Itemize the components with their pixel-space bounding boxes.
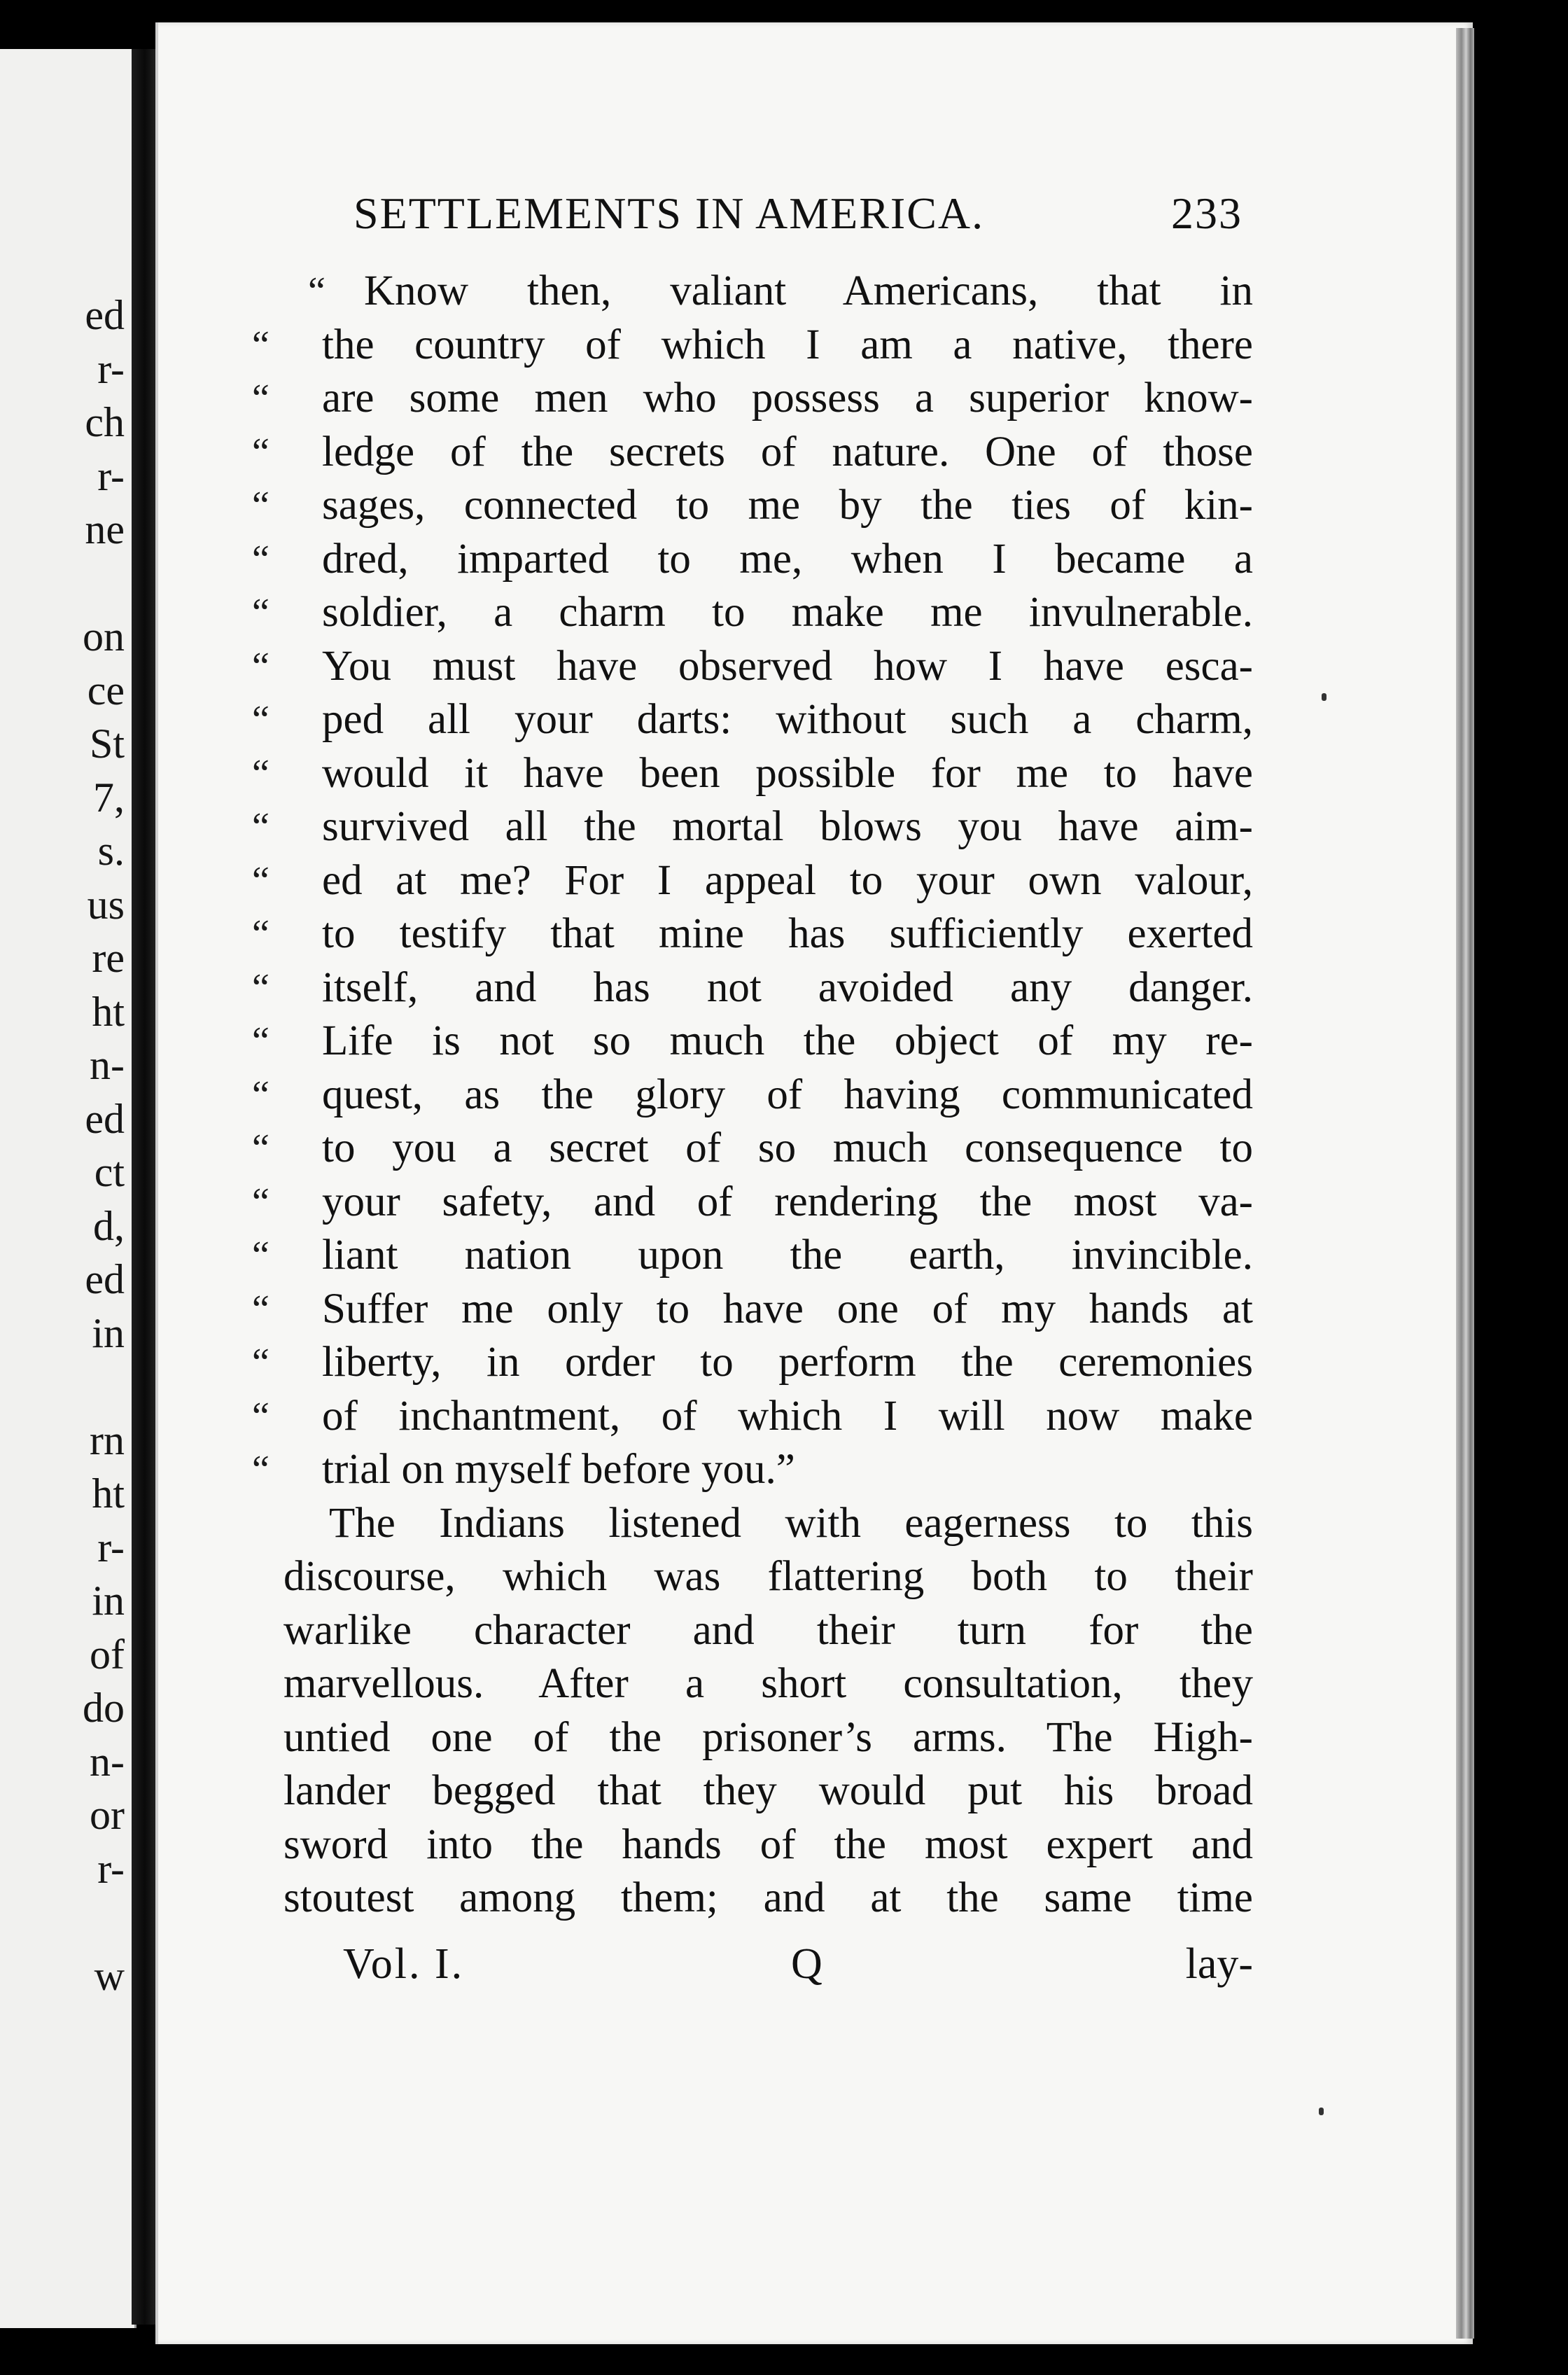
line-text: marvellous. After a short consultation, they	[284, 1660, 1253, 1707]
line-text: sages, connected to me by the ties of kin-	[322, 482, 1253, 529]
quote-mark: “	[252, 966, 270, 1010]
quote-mark: “	[252, 1394, 270, 1438]
line-text: liberty, in order to perform the ceremonies	[322, 1339, 1253, 1386]
text-line	[252, 1604, 1253, 1658]
line-text: Life is not so much the object of my re-	[322, 1017, 1253, 1064]
quote-mark: “	[252, 377, 270, 420]
facing-page-line: ct	[94, 1149, 125, 1195]
facing-page-line: r-	[97, 1845, 125, 1892]
facing-page-line: ed	[85, 292, 125, 338]
line-text: ped all your darts: without such a charm,	[322, 696, 1253, 743]
line-text: of inchantment, of which I will now make	[322, 1392, 1253, 1440]
line-text: Know then, valiant Americans, that in	[364, 267, 1253, 314]
line-text: The Indians listened with eagerness to this	[329, 1499, 1253, 1547]
line-text: your safety, and of rendering the most va-	[322, 1178, 1253, 1225]
line-text: warlike character and their turn for the	[284, 1606, 1253, 1654]
quote-mark: “	[252, 1234, 270, 1277]
quote-mark: “	[252, 484, 270, 527]
quote-mark: “	[252, 912, 270, 956]
line-text: Suffer me only to have one of my hands at	[322, 1285, 1253, 1332]
quote-mark: “	[252, 805, 270, 849]
facing-page-line: or	[90, 1792, 125, 1838]
running-head	[354, 188, 1242, 239]
facing-page-line: St	[89, 720, 125, 767]
line-text: soldier, a charm to make me invulnerable.	[322, 589, 1253, 636]
facing-page-line: re	[92, 935, 125, 981]
volume-signature: Vol. I.	[343, 1940, 465, 1988]
facing-page-line: ed	[85, 1256, 125, 1302]
quote-mark: “	[252, 1127, 270, 1170]
quote-mark: “	[252, 591, 270, 634]
text-line	[252, 1818, 1253, 1872]
running-head-title: SETTLEMENTS IN AMERICA.	[354, 188, 985, 238]
quote-mark: “	[252, 1448, 270, 1491]
facing-page-line: ht	[92, 1470, 125, 1517]
text-line	[252, 319, 1253, 372]
facing-page-line: us	[87, 881, 125, 928]
line-text: dred, imparted to me, when I became a	[322, 535, 1253, 583]
quote-mark: “	[252, 430, 270, 474]
facing-page-line: in	[92, 1577, 125, 1624]
facing-page-line: s.	[97, 828, 125, 874]
quote-mark: “	[252, 1287, 270, 1331]
text-line	[252, 907, 1253, 961]
facing-page-line: ce	[87, 667, 125, 713]
text-line	[252, 1872, 1253, 1925]
facing-page-line: ne	[85, 506, 125, 552]
facing-page-fragment	[0, 49, 136, 2328]
line-text: lander begged that they would put his broad	[284, 1767, 1253, 1814]
line-text: ledge of the secrets of nature. One of those	[322, 428, 1253, 475]
catchword: lay-	[1185, 1940, 1253, 1988]
quote-mark: “	[252, 858, 270, 903]
line-text: itself, and has not avoided any danger.	[322, 963, 1253, 1011]
line-text: the country of which I am a native, there	[322, 321, 1253, 368]
body-text	[252, 265, 1253, 1925]
facing-page-line: w	[94, 1952, 125, 1999]
text-line	[252, 1657, 1253, 1711]
page-number: 233	[1171, 188, 1242, 238]
facing-page-line: on	[83, 613, 125, 660]
quote-mark: “	[252, 1019, 270, 1063]
quote-mark: “	[252, 1341, 270, 1384]
text-line	[252, 1764, 1253, 1818]
facing-page-line: of	[90, 1631, 125, 1678]
line-text: stoutest among them; and at the same time	[284, 1874, 1253, 1921]
facing-page-line: r-	[97, 345, 125, 392]
line-text: to testify that mine has sufficiently exerted	[322, 910, 1253, 957]
text-line	[252, 1015, 1253, 1068]
text-line	[252, 533, 1253, 587]
text-line	[252, 1283, 1253, 1337]
facing-page-line: r-	[97, 452, 125, 499]
facing-page-line: n-	[90, 1042, 125, 1088]
facing-page-line: r-	[97, 1524, 125, 1570]
line-text: discourse, which was flattering both to their	[284, 1553, 1253, 1600]
text-line	[252, 1550, 1253, 1604]
facing-page-line: d,	[93, 1202, 125, 1249]
quote-mark: “	[252, 751, 270, 795]
facing-page-line: n-	[90, 1738, 125, 1785]
quote-mark: “	[252, 1073, 270, 1117]
facing-page-line: 7,	[93, 774, 125, 821]
text-line	[252, 1711, 1253, 1765]
text-line	[252, 800, 1253, 854]
line-text: quest, as the glory of having communicated	[322, 1071, 1253, 1118]
text-line	[252, 1068, 1253, 1122]
text-line	[252, 640, 1253, 694]
quote-mark: “	[308, 270, 326, 313]
text-line	[252, 265, 1253, 319]
quote-mark: “	[252, 644, 270, 688]
page-edge	[1456, 28, 1474, 2339]
line-text: to you a secret of so much consequence to	[322, 1124, 1253, 1171]
text-line	[252, 479, 1253, 533]
quote-mark: “	[252, 537, 270, 581]
line-text: liant nation upon the earth, invincible.	[322, 1232, 1253, 1279]
text-line	[252, 854, 1253, 908]
line-text: trial on myself before you.”	[322, 1446, 795, 1493]
text-line	[252, 1122, 1253, 1176]
line-text: You must have observed how I have esca-	[322, 642, 1253, 690]
text-line	[252, 1497, 1253, 1551]
text-line	[252, 747, 1253, 801]
facing-page-line: ch	[85, 399, 125, 445]
text-line	[252, 1443, 1253, 1497]
facing-page-line: ht	[92, 988, 125, 1035]
text-line	[252, 1229, 1253, 1283]
text-line	[252, 426, 1253, 480]
line-text: sword into the hands of the most expert and	[284, 1820, 1253, 1868]
line-text: are some men who possess a superior know-	[322, 375, 1253, 422]
text-line	[252, 693, 1253, 747]
line-text: ed at me? For I appeal to your own valour,	[322, 856, 1253, 904]
text-line	[252, 1176, 1253, 1230]
line-text: survived all the mortal blows you have aim-	[322, 803, 1253, 850]
line-text: untied one of the prisoner’s arms. The High-	[284, 1713, 1253, 1761]
text-line	[252, 961, 1253, 1015]
ink-speck	[1319, 2108, 1324, 2115]
facing-page-line: in	[92, 1309, 125, 1356]
text-line	[252, 1336, 1253, 1390]
facing-page-line: rn	[90, 1416, 125, 1463]
facing-page-line: ed	[85, 1095, 125, 1142]
signature-mark: Q	[791, 1940, 822, 1988]
quote-mark: “	[252, 1180, 270, 1224]
text-line	[252, 586, 1253, 640]
quote-mark: “	[252, 698, 270, 741]
text-line	[252, 1390, 1253, 1444]
ink-speck	[1322, 693, 1326, 701]
quote-mark: “	[252, 323, 270, 367]
text-line	[252, 372, 1253, 426]
facing-page-line: do	[83, 1685, 125, 1731]
line-text: would it have been possible for me to have	[322, 749, 1253, 797]
